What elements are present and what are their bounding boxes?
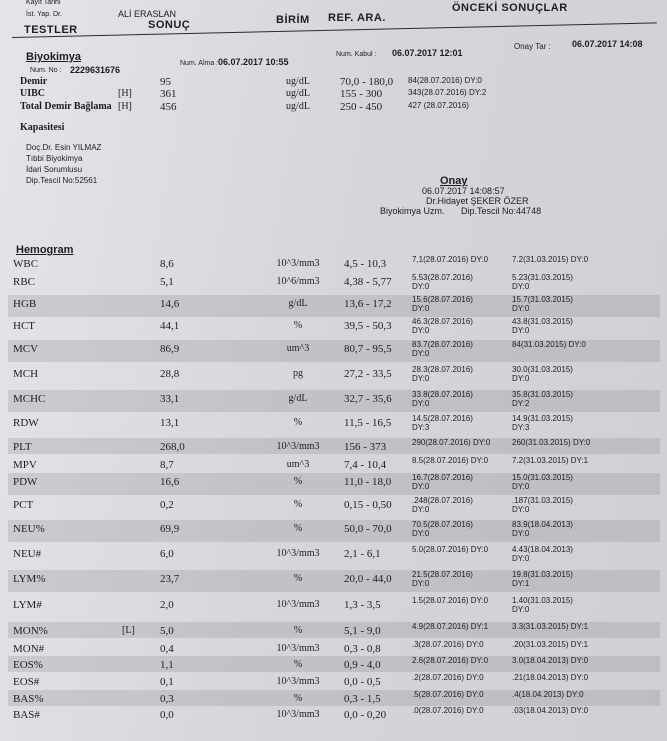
previous-result-1 bbox=[412, 496, 473, 514]
previous-result-1-line: .248(28.07.2016) bbox=[412, 496, 473, 505]
previous-result-2-line: DY:0 bbox=[512, 554, 530, 563]
previous-result-2 bbox=[512, 255, 588, 264]
test-value: 86,9 bbox=[160, 343, 180, 355]
previous-result-2-line: 30.0(31.03.2015) bbox=[512, 365, 573, 374]
test-value: 95 bbox=[160, 76, 171, 88]
signer-left-name: Doç.Dr. Esin YILMAZ bbox=[26, 143, 102, 152]
previous-result-2-line: 14.9(31.03.2015) bbox=[512, 414, 573, 423]
test-name: LYM% bbox=[13, 573, 46, 585]
test-ref-range: 80,7 - 95,5 bbox=[344, 343, 392, 355]
test-value: 13,1 bbox=[160, 417, 180, 429]
test-name: HCT bbox=[13, 320, 35, 332]
test-name: BAS# bbox=[13, 709, 40, 721]
requesting-doctor: ALİ ERASLAN bbox=[118, 9, 177, 19]
previous-result-2 bbox=[512, 690, 584, 699]
previous-result-2-line: 4.43(18.04.2013) bbox=[512, 545, 573, 554]
previous-result-1-line: DY:0 bbox=[412, 304, 430, 313]
previous-result-2 bbox=[512, 438, 590, 447]
previous-result-1-line: DY:0 bbox=[412, 282, 430, 291]
num-kabul-label: Num. Kabul : bbox=[336, 51, 377, 58]
signer-left bbox=[26, 142, 101, 186]
previous-result-2-line: .20(31.03.2015) DY:1 bbox=[512, 640, 589, 649]
previous-result-1 bbox=[412, 673, 484, 682]
biyokimya-row3-name-line2: Kapasitesi bbox=[20, 122, 65, 133]
previous-result-1-line: DY:0 bbox=[412, 399, 430, 408]
hemogram-title: Hemogram bbox=[16, 244, 74, 256]
test-flag: [L] bbox=[122, 625, 135, 636]
previous-result-2-line: DY:0 bbox=[512, 326, 530, 335]
test-unit: ug/dL bbox=[286, 101, 310, 112]
test-value: 14,6 bbox=[160, 298, 180, 310]
previous-result-1 bbox=[412, 456, 488, 465]
previous-result-2 bbox=[512, 390, 573, 408]
test-unit: g/dL bbox=[288, 298, 308, 309]
test-ref-range: 0,15 - 0,50 bbox=[344, 499, 392, 511]
previous-result-2-line: 84(31.03.2015) DY:0 bbox=[512, 340, 586, 349]
test-unit: 10^3/mm3 bbox=[276, 709, 320, 720]
previous-result-1 bbox=[412, 570, 473, 588]
previous-result-2 bbox=[512, 596, 573, 614]
test-name: Demir bbox=[20, 76, 48, 87]
test-value: 1,1 bbox=[160, 659, 174, 671]
previous-result-2-line: 1.40(31.03.2015) bbox=[512, 596, 573, 605]
previous-result-1 bbox=[412, 414, 473, 432]
test-name: MON# bbox=[13, 643, 45, 655]
test-unit: % bbox=[293, 693, 303, 704]
previous-result-1-line: DY:0 bbox=[412, 579, 430, 588]
test-unit: ug/dL bbox=[286, 76, 310, 87]
previous-result-1-line: 70.5(28.07.2016) bbox=[412, 520, 473, 529]
previous-result-1 bbox=[412, 317, 473, 335]
previous-result-2 bbox=[512, 706, 588, 715]
test-name: UIBC bbox=[20, 88, 46, 99]
test-name: NEU% bbox=[13, 523, 45, 535]
previous-result-2-line: DY:0 bbox=[512, 605, 530, 614]
onay-tar-value: 06.07.2017 14:08 bbox=[572, 39, 643, 49]
col-onceki: ÖNCEKİ SONUÇLAR bbox=[452, 2, 568, 14]
test-ref-range: 13,6 - 17,2 bbox=[344, 298, 392, 310]
previous-result-2 bbox=[512, 273, 573, 291]
previous-result-2 bbox=[512, 317, 573, 335]
previous-result-1-line: DY:0 bbox=[412, 482, 430, 491]
col-ref: REF. ARA. bbox=[328, 12, 386, 24]
test-ref-range: 1,3 - 3,5 bbox=[344, 599, 381, 611]
test-ref-range: 5,1 - 9,0 bbox=[344, 625, 381, 637]
test-value: 2,0 bbox=[160, 599, 174, 611]
test-value: 16,6 bbox=[160, 476, 180, 488]
onay-doctor: Dr.Hidayet ŞEKER ÖZER bbox=[426, 196, 529, 206]
test-unit: um^3 bbox=[286, 343, 310, 354]
previous-result-1-line: 16.7(28.07.2016) bbox=[412, 473, 473, 482]
previous-result-1-line: 4.9(28.07.2016) DY:1 bbox=[412, 622, 489, 631]
test-unit: um^3 bbox=[286, 459, 310, 470]
previous-result-1-line: .0(28.07.2016) DY:0 bbox=[412, 706, 484, 715]
previous-result-1-line: .2(28.07.2016) DY:0 bbox=[412, 673, 484, 682]
test-unit: 10^3/mm3 bbox=[276, 258, 320, 269]
test-name: MCH bbox=[13, 368, 39, 380]
previous-result-2-line: 83.9(18.04.2013) bbox=[512, 520, 573, 529]
previous-result-2 bbox=[512, 640, 588, 649]
previous-result-2-line: 15.7(31.03.2015) bbox=[512, 295, 573, 304]
test-ref-range: 39,5 - 50,3 bbox=[344, 320, 392, 332]
test-name: EOS% bbox=[13, 659, 43, 671]
previous-result-1 bbox=[412, 706, 484, 715]
col-birim: BİRİM bbox=[276, 14, 310, 26]
previous-result-2-line: DY:0 bbox=[512, 282, 530, 291]
test-unit: % bbox=[293, 476, 303, 487]
test-name: MCV bbox=[13, 343, 39, 355]
previous-result-1-line: .3(28.07.2016) DY:0 bbox=[412, 640, 484, 649]
previous-result-2-line: DY:2 bbox=[512, 399, 530, 408]
previous-result-2-line: .03(18.04.2013) DY:0 bbox=[512, 706, 589, 715]
previous-result-1-line: DY:3 bbox=[412, 423, 430, 432]
test-value: 5,0 bbox=[160, 625, 174, 637]
previous-result-1-line: 14.5(28.07.2016) bbox=[412, 414, 473, 423]
previous-result-2-line: DY:0 bbox=[512, 529, 530, 538]
test-unit: 10^3/mm3 bbox=[276, 676, 320, 687]
test-value: 69,9 bbox=[160, 523, 180, 535]
previous-result-2-line: .187(31.03.2015) bbox=[512, 496, 573, 505]
test-name: MPV bbox=[13, 459, 37, 471]
test-unit: 10^3/mm3 bbox=[276, 643, 320, 654]
previous-result-2 bbox=[512, 456, 588, 465]
test-ref-range: 20,0 - 44,0 bbox=[344, 573, 392, 585]
test-flag: [H] bbox=[118, 88, 132, 99]
previous-result-1-line: DY:0 bbox=[412, 505, 430, 514]
num-no-label: Num. No : bbox=[30, 67, 62, 74]
test-ref-range: 70,0 - 180,0 bbox=[340, 76, 394, 88]
test-name: RDW bbox=[13, 417, 39, 429]
test-unit: g/dL bbox=[288, 393, 308, 404]
previous-result-1 bbox=[412, 473, 473, 491]
previous-result-2-line: 260(31.03.2015) DY:0 bbox=[512, 438, 591, 447]
test-unit: ug/dL bbox=[286, 88, 310, 99]
test-value: 0,2 bbox=[160, 499, 174, 511]
previous-result-2-line: 7.2(31.03.2015) DY:0 bbox=[512, 255, 589, 264]
test-name: HGB bbox=[13, 298, 37, 310]
test-ref-range: 0,3 - 0,8 bbox=[344, 643, 381, 655]
onay-tar-label: Onay Tar : bbox=[514, 42, 551, 51]
previous-result-2-line: DY:3 bbox=[512, 423, 530, 432]
onay-role: Biyokimya Uzm. bbox=[380, 206, 445, 216]
test-ref-range: 0,9 - 4,0 bbox=[344, 659, 381, 671]
test-name: WBC bbox=[13, 258, 39, 270]
test-value: 44,1 bbox=[160, 320, 180, 332]
previous-result-1 bbox=[412, 340, 473, 358]
previous-result-1-line: 290(28.07.2016) DY:0 bbox=[412, 438, 491, 447]
num-no-value: 2229631676 bbox=[70, 65, 121, 75]
test-ref-range: 7,4 - 10,4 bbox=[344, 459, 387, 471]
test-value: 0,4 bbox=[160, 643, 174, 655]
test-value: 268,0 bbox=[160, 441, 185, 453]
previous-result-1-line: DY:0 bbox=[412, 374, 430, 383]
previous-result-1 bbox=[412, 520, 473, 538]
previous-result-1 bbox=[412, 596, 488, 605]
previous-result-2 bbox=[512, 656, 588, 665]
test-name: LYM# bbox=[13, 599, 42, 611]
test-value: 28,8 bbox=[160, 368, 180, 380]
signer-left-dept: Tıbbi Biyokimya bbox=[26, 154, 83, 163]
test-unit: 10^3/mm3 bbox=[276, 441, 320, 452]
onay-dip: Dip.Tescil No:44748 bbox=[461, 206, 542, 216]
previous-result-2-line: DY:0 bbox=[512, 505, 530, 514]
previous-result-1-line: 83.7(28.07.2016) bbox=[412, 340, 473, 349]
test-value: 361 bbox=[160, 88, 177, 100]
col-testler: TESTLER bbox=[24, 24, 78, 36]
previous-result-1-line: 7,1(28.07.2016) DY:0 bbox=[412, 255, 489, 264]
test-ref-range: 0,0 - 0,20 bbox=[344, 709, 387, 721]
test-unit: % bbox=[293, 417, 303, 428]
previous-result-2 bbox=[512, 545, 573, 563]
test-previous-result: 84(28.07.2016) DY:0 bbox=[408, 76, 482, 85]
test-value: 8,7 bbox=[160, 459, 174, 471]
previous-result-1-line: DY:0 bbox=[412, 529, 430, 538]
previous-result-1-line: 8.5(28.07.2016) DY:0 bbox=[412, 456, 489, 465]
previous-result-1-line: .5(28.07.2016) DY:0 bbox=[412, 690, 484, 699]
previous-result-1 bbox=[412, 656, 488, 665]
kayit-label: Kayıt Tarihi bbox=[26, 0, 61, 6]
previous-result-1-line: 1.5(28.07.2016) DY:0 bbox=[412, 596, 489, 605]
test-flag: [H] bbox=[118, 101, 132, 112]
previous-result-2-line: 3.0(18.04.2013) DY:0 bbox=[512, 656, 589, 665]
previous-result-1 bbox=[412, 438, 490, 447]
test-ref-range: 32,7 - 35,6 bbox=[344, 393, 392, 405]
previous-result-2-line: 43.8(31.03.2015) bbox=[512, 317, 573, 326]
test-ref-range: 2,1 - 6,1 bbox=[344, 548, 381, 560]
previous-result-2-line: DY:0 bbox=[512, 304, 530, 313]
previous-result-2-line: .21(18.04.2013) DY:0 bbox=[512, 673, 589, 682]
previous-result-1 bbox=[412, 273, 473, 291]
header-rule bbox=[12, 22, 657, 38]
onay-role-line bbox=[380, 206, 580, 216]
previous-result-2 bbox=[512, 496, 573, 514]
previous-result-1-line: 28.3(28.07.2016) bbox=[412, 365, 473, 374]
previous-result-1 bbox=[412, 365, 473, 383]
test-unit: % bbox=[293, 499, 303, 510]
test-unit: pg bbox=[293, 368, 303, 379]
signer-left-role: İdari Sorumlusu bbox=[26, 165, 83, 174]
test-unit: 10^3/mm3 bbox=[276, 599, 320, 610]
test-name: PLT bbox=[13, 441, 32, 453]
test-unit: 10^3/mm3 bbox=[276, 548, 320, 559]
test-unit: % bbox=[293, 320, 303, 331]
test-value: 33,1 bbox=[160, 393, 180, 405]
test-previous-result: 427 (28.07.2016) bbox=[408, 101, 469, 110]
test-previous-result: 343(28.07.2016) DY:2 bbox=[408, 88, 487, 97]
previous-result-2 bbox=[512, 570, 573, 588]
test-value: 5,1 bbox=[160, 276, 174, 288]
previous-result-1 bbox=[412, 640, 484, 649]
col-sonuc: SONUÇ bbox=[148, 19, 191, 31]
biyokimya-title: Biyokimya bbox=[26, 51, 82, 63]
test-unit: % bbox=[293, 523, 303, 534]
test-value: 456 bbox=[160, 101, 177, 113]
test-unit: % bbox=[293, 659, 303, 670]
previous-result-2-line: 15.0(31.03.2015) bbox=[512, 473, 573, 482]
previous-result-2 bbox=[512, 673, 588, 682]
ist-yap-label: İst. Yap. Dr. bbox=[26, 11, 62, 18]
previous-result-2 bbox=[512, 340, 586, 349]
previous-result-1 bbox=[412, 295, 473, 313]
previous-result-2 bbox=[512, 295, 573, 313]
previous-result-1-line: 2.6(28.07.2016) DY:0 bbox=[412, 656, 489, 665]
test-ref-range: 250 - 450 bbox=[340, 101, 383, 113]
previous-result-1 bbox=[412, 545, 488, 554]
test-value: 23,7 bbox=[160, 573, 180, 585]
previous-result-1-line: 33.8(28.07.2016) bbox=[412, 390, 473, 399]
test-value: 0,1 bbox=[160, 676, 174, 688]
previous-result-2 bbox=[512, 414, 573, 432]
test-ref-range: 155 - 300 bbox=[340, 88, 383, 100]
previous-result-1 bbox=[412, 690, 484, 699]
test-name: Total Demir Bağlama bbox=[20, 101, 112, 112]
previous-result-2 bbox=[512, 365, 573, 383]
num-alma-value: 06.07.2017 10:55 bbox=[218, 57, 289, 67]
test-name: NEU# bbox=[13, 548, 42, 560]
previous-result-2-line: DY:0 bbox=[512, 374, 530, 383]
num-alma-label: Num. Alma : bbox=[180, 60, 219, 67]
test-ref-range: 11,0 - 18,0 bbox=[344, 476, 392, 488]
test-ref-range: 11,5 - 16,5 bbox=[344, 417, 392, 429]
test-name: PCT bbox=[13, 499, 34, 511]
test-name: MON% bbox=[13, 625, 48, 637]
previous-result-2-line: 5.23(31.03.2015) bbox=[512, 273, 573, 282]
test-ref-range: 50,0 - 70,0 bbox=[344, 523, 392, 535]
previous-result-2-line: .4(18.04.2013) DY:0 bbox=[512, 690, 584, 699]
test-value: 0,3 bbox=[160, 693, 174, 705]
test-name: MCHC bbox=[13, 393, 46, 405]
previous-result-1-line: 21.5(28.07.2016) bbox=[412, 570, 473, 579]
test-unit: % bbox=[293, 625, 303, 636]
previous-result-1 bbox=[412, 390, 473, 408]
test-ref-range: 4,5 - 10,3 bbox=[344, 258, 387, 270]
previous-result-2-line: 3.3(31.03.2015) DY:1 bbox=[512, 622, 589, 631]
test-name: EOS# bbox=[13, 676, 40, 688]
test-ref-range: 4,38 - 5,77 bbox=[344, 276, 392, 288]
onay-block bbox=[380, 176, 580, 216]
previous-result-1-line: 15.6(28.07.2016) bbox=[412, 295, 473, 304]
previous-result-2 bbox=[512, 473, 573, 491]
previous-result-1-line: DY:0 bbox=[412, 349, 430, 358]
previous-result-1 bbox=[412, 622, 488, 631]
test-ref-range: 156 - 373 bbox=[344, 441, 387, 453]
test-value: 0,0 bbox=[160, 709, 174, 721]
previous-result-2-line: 7.2(31.03.2015) DY:1 bbox=[512, 456, 589, 465]
previous-result-2 bbox=[512, 520, 573, 538]
previous-result-1 bbox=[412, 255, 488, 264]
test-unit: % bbox=[293, 573, 303, 584]
signer-left-dip: Dip.Tescil No:52561 bbox=[26, 176, 98, 185]
previous-result-2-line: DY:0 bbox=[512, 482, 530, 491]
previous-result-2-line: 19.8(31.03.2015) bbox=[512, 570, 573, 579]
test-ref-range: 27,2 - 33,5 bbox=[344, 368, 392, 380]
previous-result-1-line: 5.53(28.07.2016) bbox=[412, 273, 473, 282]
previous-result-1-line: DY:0 bbox=[412, 326, 430, 335]
num-kabul-value: 06.07.2017 12:01 bbox=[392, 48, 463, 58]
onay-title: Onay bbox=[440, 175, 468, 187]
test-name: BAS% bbox=[13, 693, 44, 705]
test-value: 8,6 bbox=[160, 258, 174, 270]
onay-datetime: 06.07.2017 14:08:57 bbox=[422, 186, 505, 196]
test-name: PDW bbox=[13, 476, 38, 488]
previous-result-1-line: 5.0(28.07.2016) DY:0 bbox=[412, 545, 489, 554]
test-ref-range: 0,3 - 1,5 bbox=[344, 693, 381, 705]
test-unit: 10^6/mm3 bbox=[276, 276, 320, 287]
previous-result-2-line: 35.8(31.03.2015) bbox=[512, 390, 573, 399]
test-value: 6,0 bbox=[160, 548, 174, 560]
test-name: RBC bbox=[13, 276, 36, 288]
test-ref-range: 0,0 - 0,5 bbox=[344, 676, 381, 688]
previous-result-2 bbox=[512, 622, 588, 631]
previous-result-1-line: 46.3(28.07.2016) bbox=[412, 317, 473, 326]
previous-result-2-line: DY:1 bbox=[512, 579, 530, 588]
